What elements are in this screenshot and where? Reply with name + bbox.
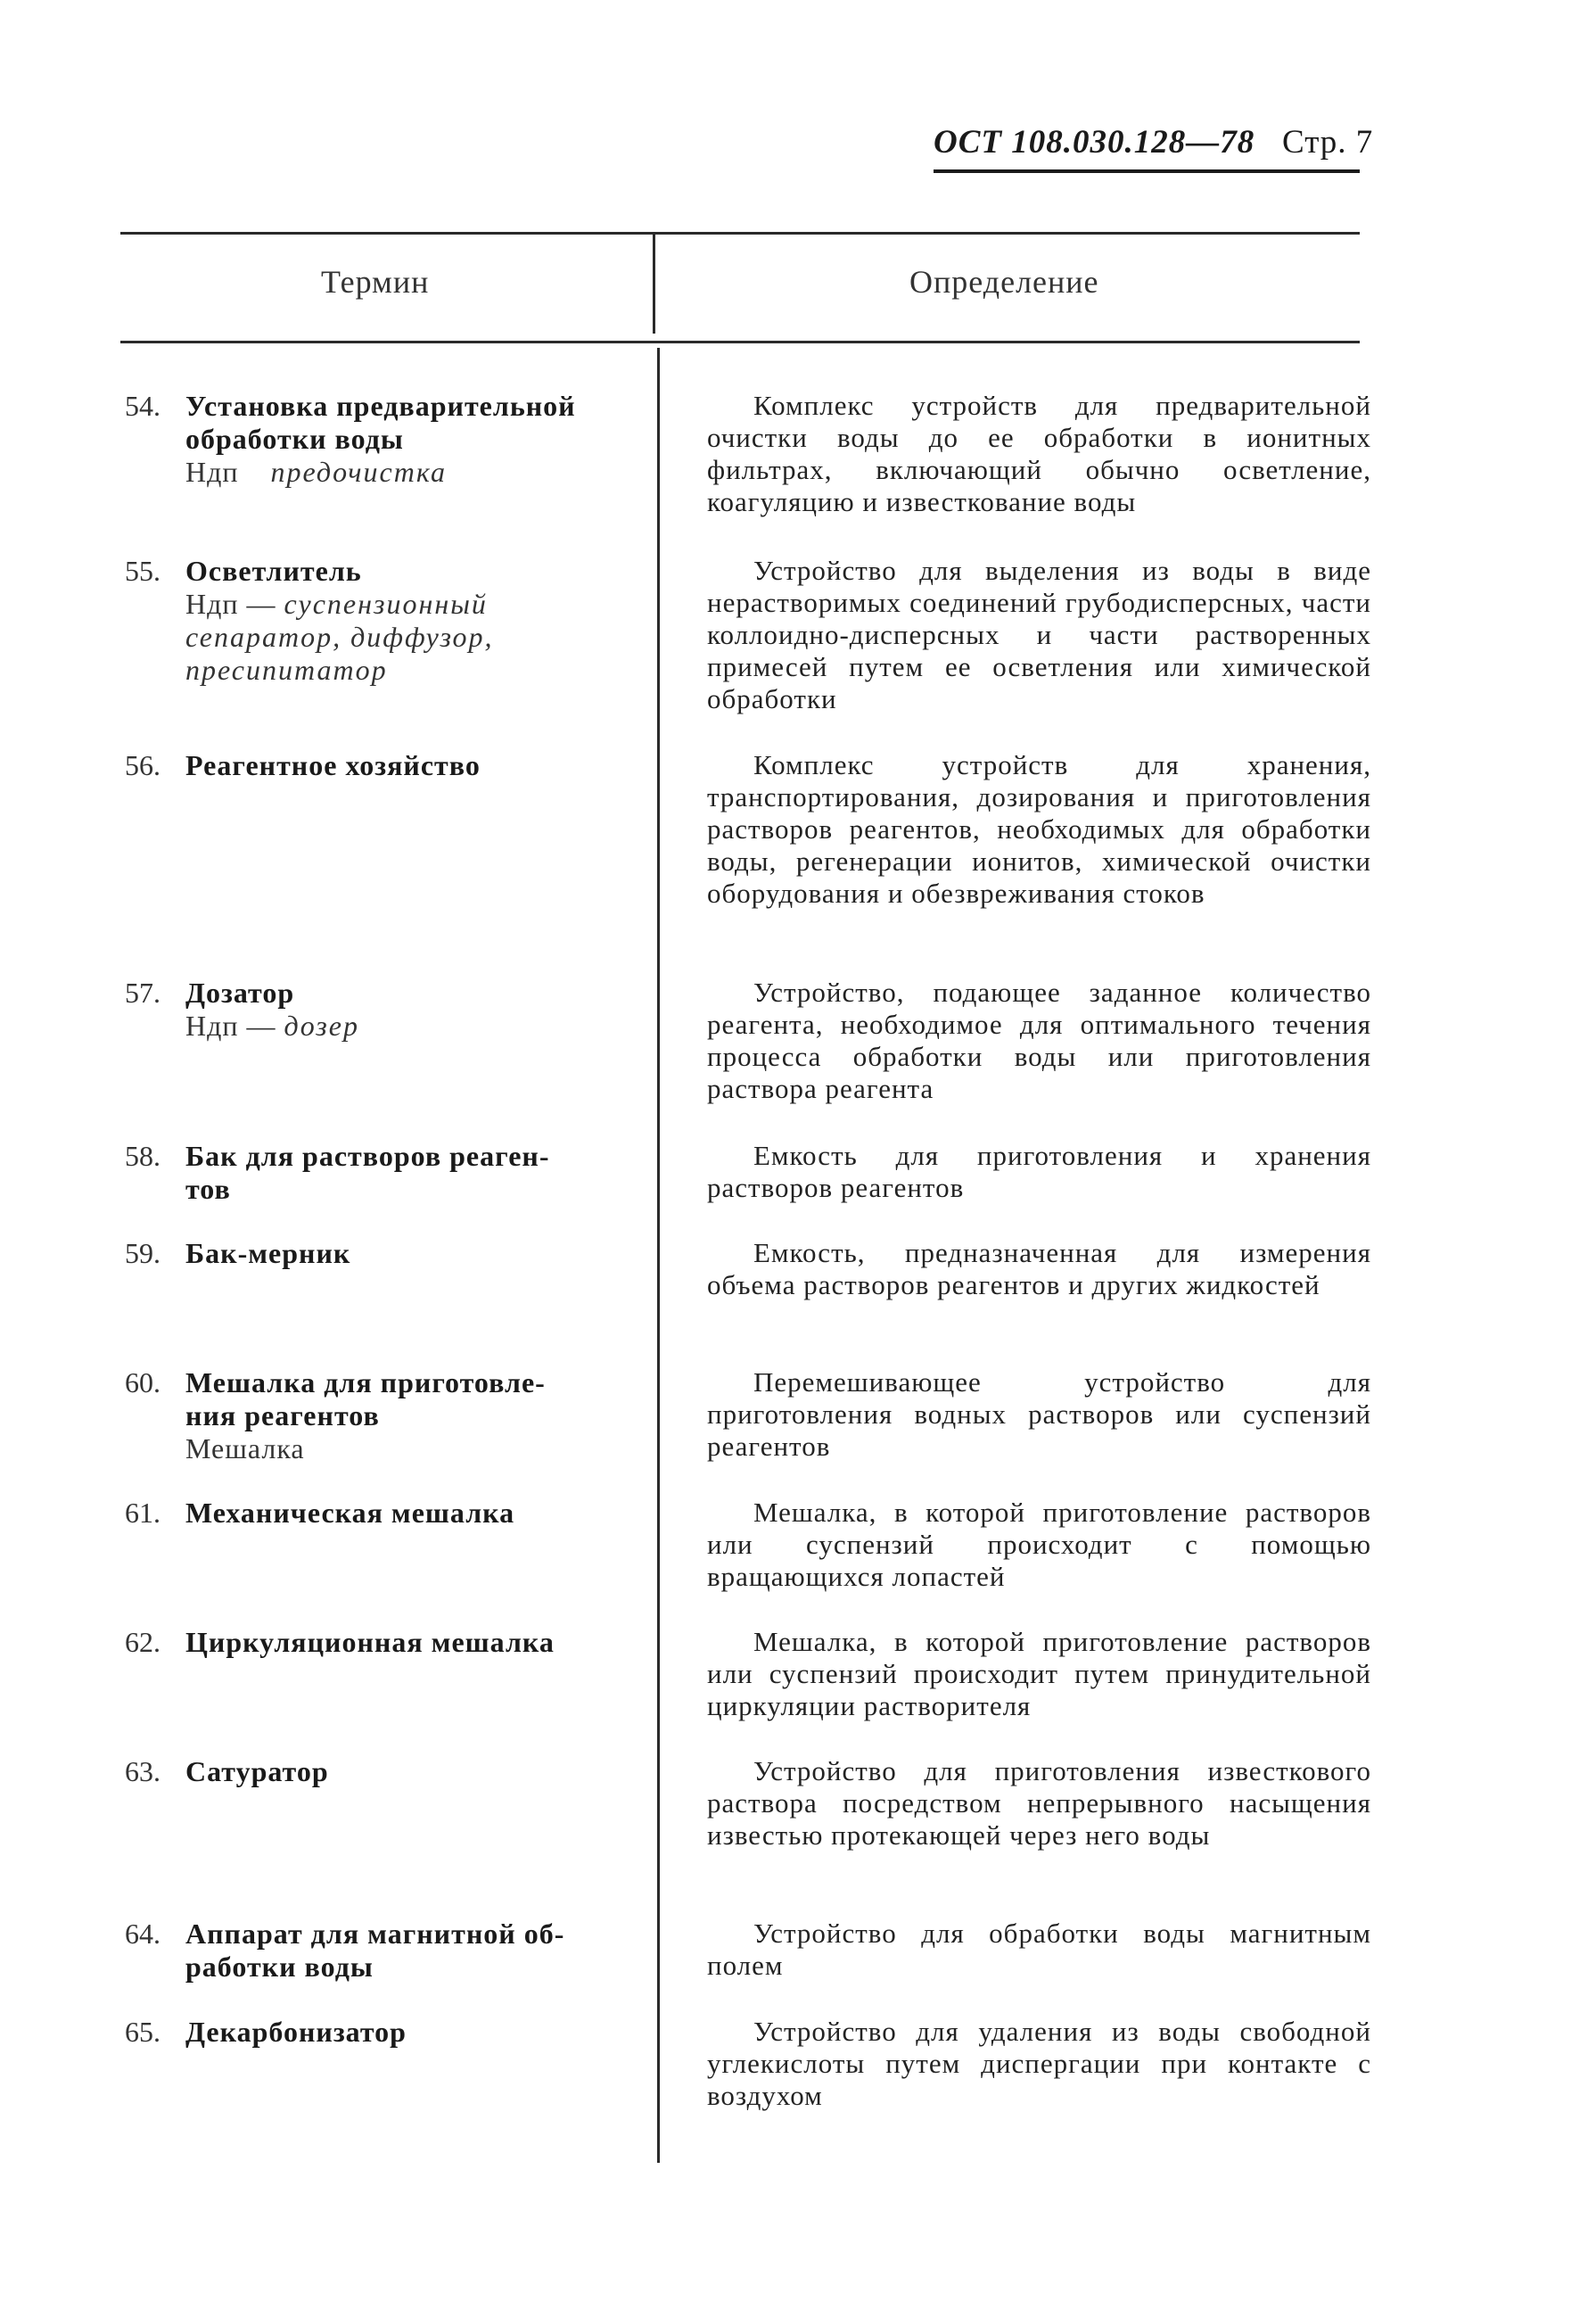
ndp-text: дозер <box>284 1010 359 1042</box>
definition-cell: Мешалка, в которой приготовление растворов или суспензий происходит путем принудительной циркуляции растворителя <box>707 1626 1371 1721</box>
term-cell <box>125 390 624 489</box>
column-divider-header <box>653 234 655 334</box>
term-cell <box>125 1237 624 1270</box>
term-cell <box>125 1497 624 1530</box>
definition-cell: Емкость для приготовления и хранения растворов реагентов <box>707 1140 1371 1203</box>
deprecated-term <box>125 1010 624 1043</box>
definition-cell: Перемешивающее устройство для приготовления водных растворов или суспензий реагентов <box>707 1366 1371 1462</box>
entry-number: 60. <box>125 1366 160 1398</box>
definition-cell: Устройство для обработки воды магнитным полем <box>707 1918 1371 1981</box>
term-name-continued: ния реагентов <box>185 1399 380 1431</box>
column-header-term: Термин <box>321 264 430 300</box>
term-cell <box>125 1140 624 1206</box>
term-name-continued: работки воды <box>185 1951 374 1983</box>
term-name: Бак-мерник <box>185 1237 351 1269</box>
short-synonym: Мешалка <box>185 1432 305 1464</box>
term-cell <box>125 749 624 782</box>
entry-number: 57. <box>125 977 160 1009</box>
term-cell <box>125 555 624 687</box>
term-name: Дозатор <box>185 977 295 1009</box>
term-name: Реагентное хозяйство <box>185 749 481 781</box>
page-number: Стр. 7 <box>1282 124 1374 161</box>
ndp-label: Ндп <box>185 456 239 488</box>
term-cell <box>125 1626 624 1659</box>
definition-cell: Устройство для приготовления известкового раствора посредством непрерывного насыщения известью протекающей через него воды <box>707 1755 1371 1851</box>
term-name-continued: обработки воды <box>185 423 404 455</box>
term-name: Механическая мешалка <box>185 1497 515 1529</box>
column-divider-body <box>657 348 660 2163</box>
term-name: Аппарат для магнитной об- <box>185 1918 565 1950</box>
entry-number: 64. <box>125 1918 160 1950</box>
entry-number: 63. <box>125 1755 160 1787</box>
term-name-continued: тов <box>185 1173 231 1205</box>
ndp-label: Ндп — <box>185 1010 276 1042</box>
definition-cell: Устройство для удаления из воды свободной углекислоты путем диспергации при контакте с воздухом <box>707 2016 1371 2111</box>
term-cell <box>125 1918 624 1984</box>
ndp-text: предочистка <box>270 456 448 488</box>
entry-number: 62. <box>125 1626 160 1658</box>
definition-cell: Мешалка, в которой приготовление растворов или суспензий происходит с помощью вращающихся лопастей <box>707 1497 1371 1592</box>
deprecated-term <box>125 456 624 489</box>
term-name: Сатуратор <box>185 1755 329 1787</box>
term-name: Мешалка для приготовле- <box>185 1366 546 1398</box>
ndp-label: Ндп — <box>185 588 276 620</box>
term-name: Установка предварительной <box>185 390 576 422</box>
term-cell <box>125 1366 624 1465</box>
term-name: Осветлитель <box>185 555 362 587</box>
term-name: Декарбонизатор <box>185 2016 407 2048</box>
term-name: Бак для растворов реаген- <box>185 1140 550 1172</box>
definition-cell: Комплекс устройств для предварительной очистки воды до ее обработки в ионитных фильтрах, включающий обычно осветление, коагуляцию и известкование воды <box>707 390 1371 517</box>
term-cell <box>125 977 624 1043</box>
term-name: Циркуляционная мешалка <box>185 1626 555 1658</box>
term-cell <box>125 1755 624 1788</box>
column-header-definition: Определение <box>909 264 1099 300</box>
entry-number: 58. <box>125 1140 160 1172</box>
header-underline <box>934 169 1360 173</box>
page-header <box>934 123 1373 161</box>
standard-number: ОСТ 108.030.128—78 <box>934 124 1255 161</box>
definition-cell: Устройство для выделения из воды в виде нерастворимых соединений грубодисперсных, части коллоидно-дисперсных и части растворенных примесей путем ее осветления или химической обработки <box>707 555 1371 714</box>
entry-number: 56. <box>125 749 160 781</box>
entry-number: 61. <box>125 1497 160 1529</box>
ndp-text: суспензионный сепаратор, диффузор, пресипитатор <box>185 588 494 686</box>
entry-number: 55. <box>125 555 160 587</box>
entry-number: 54. <box>125 390 160 422</box>
definition-cell: Емкость, предназначенная для измерения объема растворов реагентов и других жидкостей <box>707 1237 1371 1300</box>
definition-cell: Устройство, подающее заданное количество реагента, необходимое для оптимального течения процесса обработки воды или приготовления раствора реагента <box>707 977 1371 1104</box>
deprecated-term <box>125 588 624 687</box>
term-cell <box>125 2016 624 2049</box>
table-header-rule <box>120 341 1360 343</box>
entry-number: 59. <box>125 1237 160 1269</box>
definition-cell: Комплекс устройств для хранения, транспортирования, дозирования и приготовления растворов реагентов, необходимых для обработки воды, регенерации ионитов, химической очистки оборудования и обезвреживания стоков <box>707 749 1371 909</box>
entry-number: 65. <box>125 2016 160 2048</box>
table-top-rule <box>120 232 1360 235</box>
